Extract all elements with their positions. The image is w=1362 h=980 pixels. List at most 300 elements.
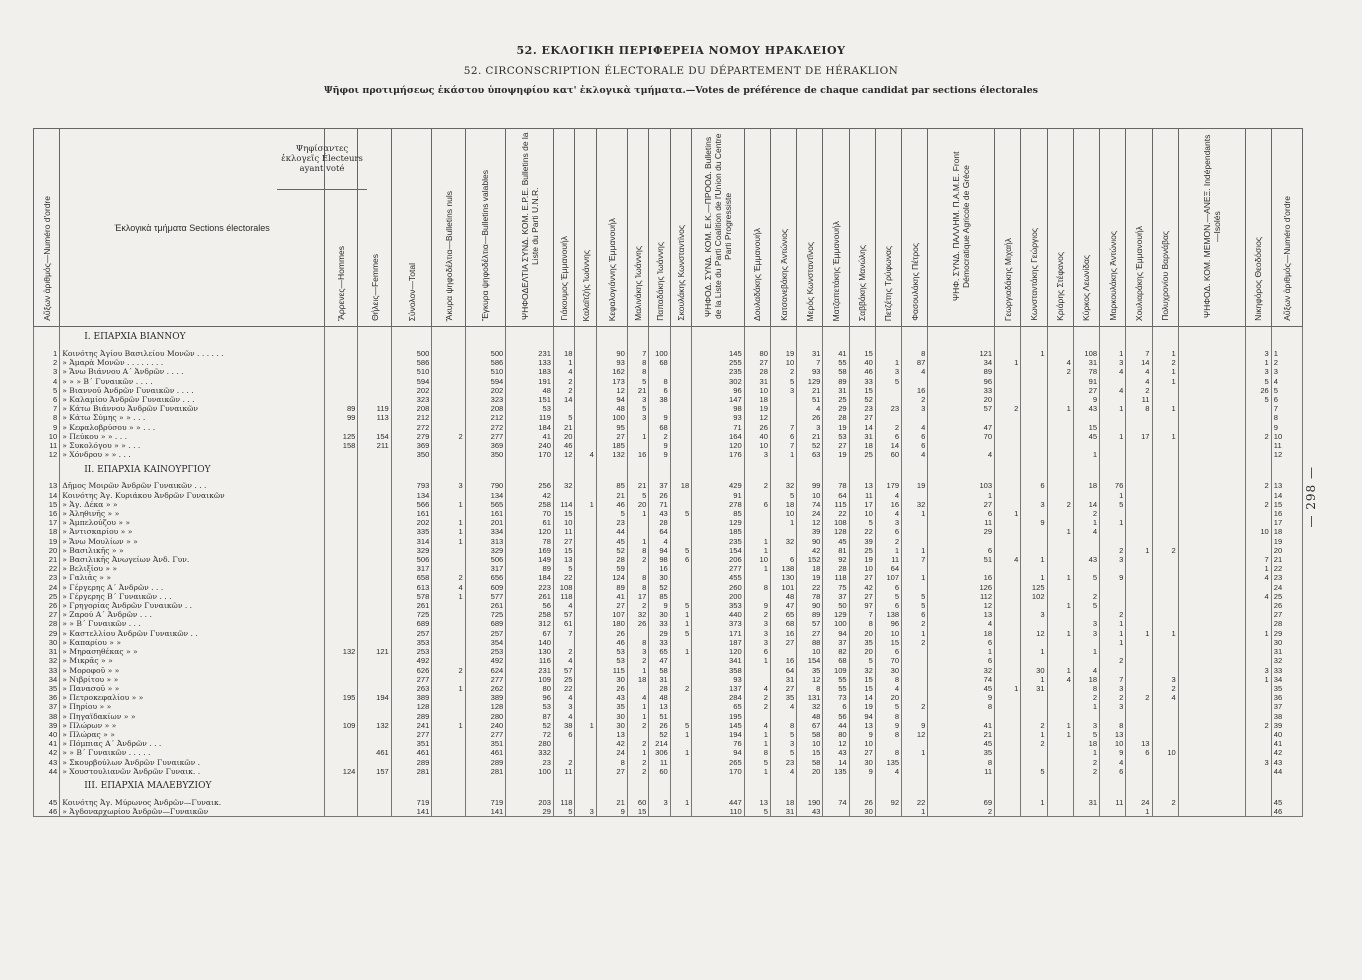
value-cell [1245, 684, 1271, 693]
value-cell: 1 [1021, 349, 1047, 358]
value-cell: 68 [823, 656, 849, 665]
value-cell [902, 739, 928, 748]
value-cell: 1 [1100, 349, 1126, 358]
column-header-label: Δουλαδάκης Ἐμμανουήλ [752, 228, 763, 321]
value-cell: 2 [1126, 386, 1152, 395]
title-french: 52. CIRCONSCRIPTION ÉLECTORALE DU DÉPARTEMENT DE HÉRAKLION [463, 65, 899, 77]
row-number: 36 [34, 693, 60, 702]
value-cell [1245, 647, 1271, 656]
value-cell: 30 [649, 610, 670, 619]
value-cell: 689 [465, 619, 506, 628]
value-cell: 16 [928, 573, 995, 582]
value-cell: 8 [1126, 404, 1152, 413]
row-number: 17 [34, 518, 60, 527]
value-cell: 14 [553, 395, 574, 404]
value-cell [1178, 573, 1245, 582]
value-cell [325, 619, 358, 628]
value-cell: 351 [391, 739, 432, 748]
value-cell: 211 [358, 441, 391, 450]
value-cell [902, 518, 928, 527]
value-cell: 1 [1126, 629, 1152, 638]
value-cell [575, 702, 596, 711]
value-cell: 5 [627, 377, 648, 386]
value-cell: 80 [744, 349, 770, 358]
value-cell: 28 [596, 555, 627, 564]
value-cell: 1 [432, 518, 465, 527]
value-cell [995, 432, 1021, 441]
table-row [34, 500, 1303, 509]
value-cell: 3 [744, 619, 770, 628]
value-cell: 5 [1073, 730, 1099, 739]
value-cell: 253 [465, 647, 506, 656]
value-cell: 317 [391, 564, 432, 573]
value-cell: 5 [902, 601, 928, 610]
value-cell [875, 349, 901, 358]
column-header-null [432, 129, 465, 327]
value-cell [1245, 404, 1271, 413]
column-header-label: Σαββάκης Μανώλης [857, 244, 868, 321]
value-cell [1178, 712, 1245, 721]
results-table [33, 128, 1303, 817]
value-cell: 306 [649, 748, 670, 757]
value-cell [1178, 491, 1245, 500]
value-cell [1047, 441, 1073, 450]
value-cell: 566 [391, 500, 432, 509]
column-header-eda [506, 129, 554, 327]
value-cell: 154 [358, 432, 391, 441]
column-header-label: Αὔξων ἀριθμός—Numéro d'ordre [41, 196, 52, 321]
row-number: 2 [34, 358, 60, 367]
row-number-right: 41 [1271, 739, 1302, 748]
value-cell: 88 [797, 638, 823, 647]
row-number-right: 40 [1271, 730, 1302, 739]
value-cell [670, 666, 691, 675]
value-cell: 96 [692, 386, 744, 395]
value-cell: 3 [575, 807, 596, 817]
value-cell: 231 [506, 666, 554, 675]
value-cell: 10 [797, 647, 823, 656]
value-cell [1047, 555, 1073, 564]
value-cell: 30 [849, 758, 875, 767]
value-cell: 3 [627, 395, 648, 404]
value-cell: 21 [797, 386, 823, 395]
value-cell: 13 [1126, 739, 1152, 748]
value-cell [1100, 564, 1126, 573]
value-cell [995, 583, 1021, 592]
value-cell: 1 [902, 573, 928, 582]
value-cell [432, 758, 465, 767]
value-cell: 21 [797, 432, 823, 441]
value-cell: 133 [506, 358, 554, 367]
value-cell: 3 [770, 386, 796, 395]
value-cell: 3 [1100, 555, 1126, 564]
value-cell [995, 807, 1021, 817]
row-number-right: 42 [1271, 748, 1302, 757]
row-number: 30 [34, 638, 60, 647]
value-cell: 725 [465, 610, 506, 619]
value-cell: 255 [692, 358, 744, 367]
value-cell: 25 [553, 675, 574, 684]
value-cell [325, 358, 358, 367]
value-cell: 1 [670, 610, 691, 619]
value-cell [1073, 583, 1099, 592]
value-cell: 27 [596, 767, 627, 776]
row-number-right: 43 [1271, 758, 1302, 767]
value-cell [1152, 423, 1178, 432]
value-cell: 61 [506, 518, 554, 527]
value-cell [432, 509, 465, 518]
value-cell: 461 [391, 748, 432, 757]
value-cell: 4 [649, 537, 670, 546]
row-number-right: 8 [1271, 413, 1302, 422]
value-cell: 4 [770, 767, 796, 776]
value-cell: 624 [465, 666, 506, 675]
value-cell: 43 [596, 693, 627, 702]
value-cell: 92 [823, 555, 849, 564]
value-cell: 11 [1126, 395, 1152, 404]
value-cell: 9 [649, 441, 670, 450]
value-cell: 1 [627, 509, 648, 518]
value-cell: 2 [744, 693, 770, 702]
value-cell: 3 [1021, 500, 1047, 509]
value-cell: 14 [1126, 358, 1152, 367]
table-cell [649, 776, 670, 798]
value-cell: 6 [823, 702, 849, 711]
row-number: 18 [34, 527, 60, 536]
value-cell: 75 [823, 583, 849, 592]
value-cell [432, 377, 465, 386]
value-cell: 51 [797, 395, 823, 404]
value-cell [1245, 638, 1271, 647]
value-cell: 793 [391, 481, 432, 490]
value-cell: 279 [391, 432, 432, 441]
value-cell: 12 [553, 450, 574, 459]
value-cell [432, 693, 465, 702]
column-header-d7 [902, 129, 928, 327]
value-cell: 41 [506, 432, 554, 441]
table-cell [1152, 776, 1178, 798]
value-cell: 492 [391, 656, 432, 665]
value-cell: 440 [692, 610, 744, 619]
value-cell: 170 [506, 450, 554, 459]
value-cell [670, 432, 691, 441]
value-cell [325, 798, 358, 807]
value-cell: 147 [692, 395, 744, 404]
value-cell: 8 [596, 758, 627, 767]
value-cell [1073, 807, 1099, 817]
value-cell: 1 [1245, 564, 1271, 573]
value-cell: 51 [649, 712, 670, 721]
column-header-pamd [928, 129, 995, 327]
row-number-right: 32 [1271, 656, 1302, 665]
value-cell: 78 [823, 481, 849, 490]
value-cell: 1 [995, 684, 1021, 693]
value-cell [432, 807, 465, 817]
table-row [34, 647, 1303, 656]
value-cell: 3 [1245, 349, 1271, 358]
value-cell: 6 [928, 656, 995, 665]
value-cell [325, 684, 358, 693]
value-cell [575, 404, 596, 413]
value-cell: 30 [1021, 666, 1047, 675]
value-cell [1178, 675, 1245, 684]
value-cell [1178, 758, 1245, 767]
value-cell [1152, 450, 1178, 459]
value-cell: 52 [649, 730, 670, 739]
row-number-right: 29 [1271, 629, 1302, 638]
value-cell [1178, 413, 1245, 422]
value-cell: 7 [849, 610, 875, 619]
value-cell: 6 [875, 647, 901, 656]
section-name: » Ἀντισκαρίου » » [60, 527, 325, 536]
table-row [34, 518, 1303, 527]
value-cell: 26 [744, 423, 770, 432]
row-number: 45 [34, 798, 60, 807]
value-cell [575, 647, 596, 656]
value-cell [1126, 527, 1152, 536]
value-cell: 3 [1100, 358, 1126, 367]
table-cell [627, 776, 648, 798]
value-cell [902, 656, 928, 665]
value-cell [325, 592, 358, 601]
value-cell [358, 583, 391, 592]
table-cell [391, 776, 432, 798]
value-cell: 149 [506, 555, 554, 564]
value-cell: 30 [596, 712, 627, 721]
section-name: » Ἄνω Βιάννου Α΄ Ἀνδρῶν . . . . [60, 367, 325, 376]
value-cell: 45 [928, 739, 995, 748]
column-header-total [391, 129, 432, 327]
value-cell: 8 [744, 748, 770, 757]
value-cell [670, 564, 691, 573]
row-number-right: 18 [1271, 527, 1302, 536]
value-cell: 108 [1073, 349, 1099, 358]
value-cell: 2 [1126, 693, 1152, 702]
value-cell: 3 [1073, 619, 1099, 628]
value-cell: 3 [744, 638, 770, 647]
value-cell [325, 610, 358, 619]
value-cell: 2 [649, 432, 670, 441]
section-name: Κοινότης Ἁγίου Βασιλείου Μονῶν . . . . . . [60, 349, 325, 358]
value-cell: 10 [849, 564, 875, 573]
value-cell: 1 [744, 564, 770, 573]
column-header-e1 [995, 129, 1021, 327]
value-cell: 27 [849, 592, 875, 601]
value-cell: 48 [506, 386, 554, 395]
value-cell [995, 610, 1021, 619]
value-cell: 194 [692, 730, 744, 739]
value-cell: 329 [465, 546, 506, 555]
value-cell: 5 [770, 748, 796, 757]
column-header-e7 [1152, 129, 1178, 327]
row-number: 21 [34, 555, 60, 564]
table-cell [1073, 776, 1099, 798]
value-cell: 280 [506, 739, 554, 748]
value-cell: 2 [1152, 798, 1178, 807]
value-cell: 180 [596, 619, 627, 628]
section-name: » Γέργερης Β΄ Γυναικῶν . . . [60, 592, 325, 601]
value-cell: 13 [928, 610, 995, 619]
value-cell [358, 573, 391, 582]
value-cell: 1 [1047, 527, 1073, 536]
value-cell: 23 [849, 404, 875, 413]
value-cell: 4 [1245, 592, 1271, 601]
value-cell [902, 377, 928, 386]
value-cell: 48 [770, 592, 796, 601]
table-row [34, 555, 1303, 564]
value-cell [928, 413, 995, 422]
value-cell [1178, 481, 1245, 490]
value-cell: 35 [797, 666, 823, 675]
value-cell [1021, 601, 1047, 610]
value-cell [432, 358, 465, 367]
value-cell [553, 739, 574, 748]
value-cell: 20 [849, 629, 875, 638]
value-cell [1021, 377, 1047, 386]
value-cell: 43 [797, 807, 823, 817]
value-cell: 1 [1047, 601, 1073, 610]
table-cell [1047, 459, 1073, 481]
section-name: » Νιβρίτου » » [60, 675, 325, 684]
value-cell [1047, 619, 1073, 628]
value-cell [902, 647, 928, 656]
value-cell [1126, 509, 1152, 518]
value-cell [744, 509, 770, 518]
value-cell: 60 [627, 798, 648, 807]
value-cell [358, 619, 391, 628]
value-cell [1245, 413, 1271, 422]
value-cell: 9 [849, 767, 875, 776]
value-cell: 15 [627, 807, 648, 817]
value-cell [1245, 518, 1271, 527]
value-cell: 2 [553, 758, 574, 767]
value-cell [670, 537, 691, 546]
value-cell: 74 [797, 500, 823, 509]
value-cell: 6 [902, 610, 928, 619]
value-cell: 130 [506, 647, 554, 656]
value-cell [1152, 638, 1178, 647]
value-cell: 17 [849, 500, 875, 509]
table-row [34, 656, 1303, 665]
row-number: 6 [34, 395, 60, 404]
row-number-right: 21 [1271, 555, 1302, 564]
value-cell: 208 [391, 404, 432, 413]
value-cell: 22 [849, 527, 875, 536]
value-cell: 4 [553, 693, 574, 702]
table-row [34, 395, 1303, 404]
value-cell: 116 [506, 656, 554, 665]
value-cell: 258 [506, 500, 554, 509]
value-cell: 85 [596, 481, 627, 490]
value-cell: 13 [1100, 730, 1126, 739]
title-greek: 52. ΕΚΛΟΓΙΚΗ ΠΕΡΙΦΕΡΕΙΑ ΝΟΜΟΥ ΗΡΑΚΛΕΙΟΥ [516, 44, 846, 57]
value-cell [432, 386, 465, 395]
value-cell: 1 [1152, 404, 1178, 413]
section-name: » Πεύκου » » . . . [60, 432, 325, 441]
value-cell: 102 [1021, 592, 1047, 601]
value-cell: 1 [1126, 546, 1152, 555]
value-cell: 94 [692, 748, 744, 757]
value-cell [1047, 807, 1073, 817]
value-cell: 10 [797, 491, 823, 500]
value-cell: 10 [1100, 739, 1126, 748]
value-cell [325, 491, 358, 500]
value-cell: 8 [627, 573, 648, 582]
value-cell: 25 [849, 450, 875, 459]
value-cell: 187 [692, 638, 744, 647]
value-cell: 37 [649, 481, 670, 490]
value-cell [1152, 601, 1178, 610]
table-cell [358, 327, 391, 350]
table-cell [875, 459, 901, 481]
value-cell: 6 [744, 500, 770, 509]
value-cell: 3 [1100, 702, 1126, 711]
value-cell [1021, 450, 1047, 459]
value-cell: 8 [627, 583, 648, 592]
value-cell: 26 [627, 619, 648, 628]
value-cell: 29 [928, 527, 995, 536]
value-cell: 10 [849, 739, 875, 748]
value-cell: 8 [875, 748, 901, 757]
value-cell: 353 [391, 638, 432, 647]
value-cell: 27 [596, 432, 627, 441]
value-cell: 14 [875, 441, 901, 450]
section-name: » Πηγαϊδακίων » » [60, 712, 325, 721]
row-number-right: 10 [1271, 432, 1302, 441]
row-number: 9 [34, 423, 60, 432]
value-cell: 8 [902, 349, 928, 358]
value-cell: 2 [432, 573, 465, 582]
value-cell [1047, 481, 1073, 490]
row-number-right: 25 [1271, 592, 1302, 601]
column-header-label: Φασουλάκης Πέτρος [909, 243, 920, 321]
value-cell: 132 [325, 647, 358, 656]
value-cell: 1 [1100, 518, 1126, 527]
value-cell: 40 [744, 432, 770, 441]
value-cell: 78 [506, 537, 554, 546]
value-cell: 3 [902, 404, 928, 413]
value-cell: 27 [823, 441, 849, 450]
value-cell [995, 712, 1021, 721]
row-number: 15 [34, 500, 60, 509]
value-cell [358, 349, 391, 358]
value-cell: 277 [692, 564, 744, 573]
value-cell: 1 [1100, 619, 1126, 628]
value-cell: 3 [627, 647, 648, 656]
value-cell: 61 [553, 619, 574, 628]
row-number: 44 [34, 767, 60, 776]
value-cell: 240 [465, 721, 506, 730]
value-cell: 32 [770, 537, 796, 546]
value-cell [902, 712, 928, 721]
value-cell: 42 [797, 546, 823, 555]
value-cell [358, 798, 391, 807]
row-number-right: 2 [1271, 358, 1302, 367]
table-cell [1152, 327, 1178, 350]
value-cell: 10 [875, 629, 901, 638]
value-cell: 47 [649, 656, 670, 665]
row-number: 38 [34, 712, 60, 721]
value-cell: 100 [823, 619, 849, 628]
value-cell: 28 [649, 518, 670, 527]
table-cell [849, 459, 875, 481]
value-cell [575, 684, 596, 693]
value-cell [1245, 610, 1271, 619]
value-cell [1245, 619, 1271, 628]
value-cell [575, 712, 596, 721]
value-cell [1100, 601, 1126, 610]
value-cell: 1 [1100, 404, 1126, 413]
